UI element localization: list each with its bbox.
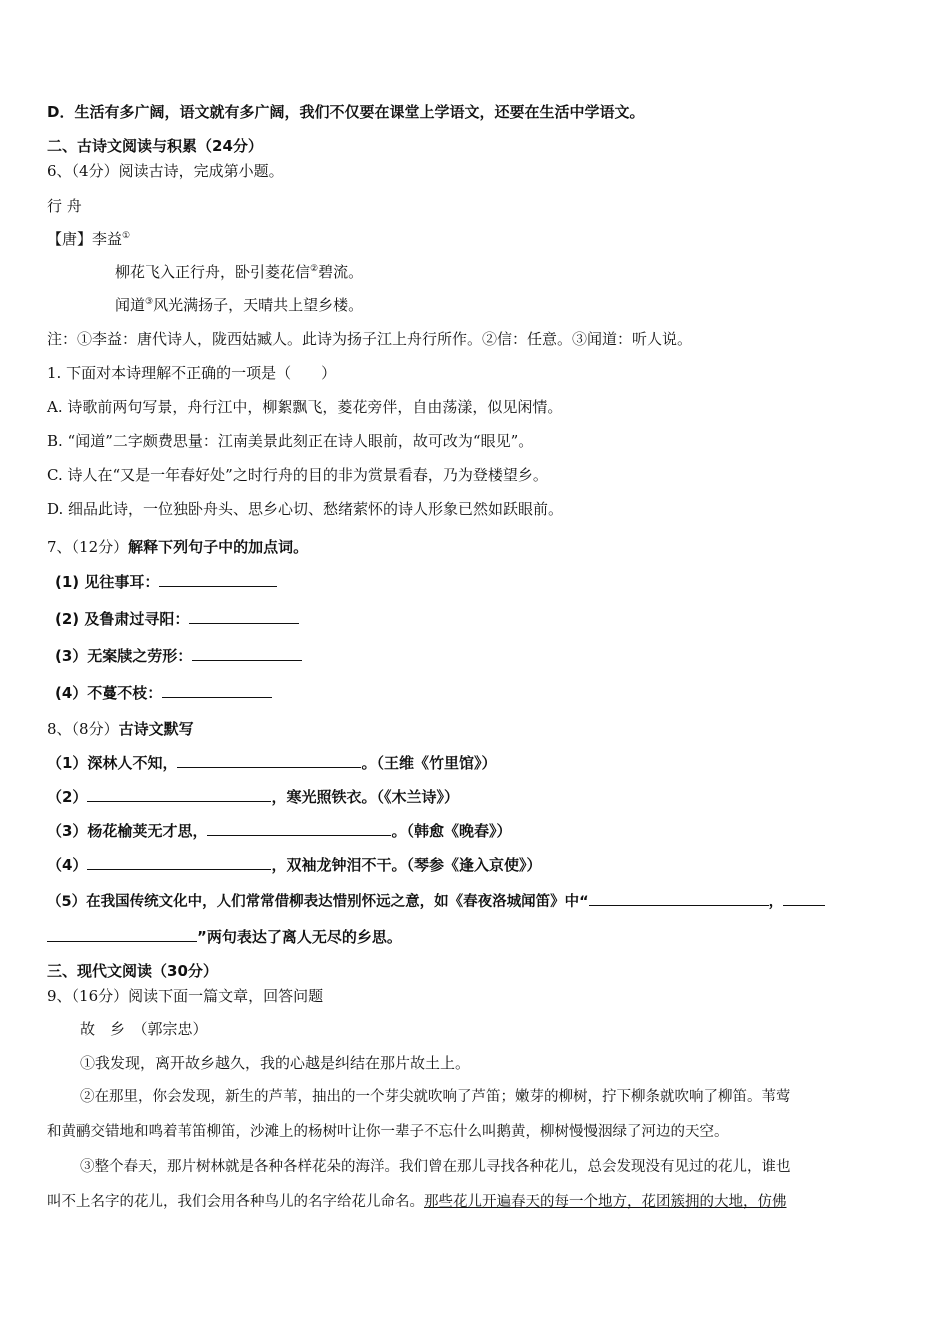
answer-blank[interactable]	[162, 683, 272, 698]
question-8-2-a: （2）	[47, 788, 88, 806]
answer-blank[interactable]	[87, 787, 271, 802]
section-3-title: 三、现代文阅读（30分）	[47, 962, 218, 980]
question-8-5-a: （5）在我国传统文化中，人们常常借柳表达惜别怀远之意，如《春夜洛城闻笛》中“	[47, 894, 589, 910]
question-8-4-a: （4）	[47, 856, 88, 874]
question-8-2	[47, 787, 459, 807]
answer-blank[interactable]	[207, 821, 391, 836]
question-7-score: 7、（12分）	[47, 538, 129, 556]
question-8-1-a: （1）深林人不知，	[47, 754, 178, 772]
question-8-score: 8、（8分）	[47, 720, 119, 738]
question-7-instruction: 解释下列句子中的加点词。	[128, 538, 309, 556]
poem-line-1-a: 柳花飞入正行舟，卧引菱花信	[115, 263, 311, 281]
poem-title: 行 舟	[47, 197, 82, 215]
poem-line-2-b: 风光满扬子，天晴共上望乡楼。	[153, 296, 364, 314]
question-8-5-line-1	[47, 891, 825, 912]
answer-blank[interactable]	[47, 927, 197, 942]
poem-line-2	[115, 295, 363, 315]
answer-blank[interactable]	[192, 646, 302, 661]
poem-line-1	[115, 262, 363, 282]
question-8-5-c: ”两句表达了离人无尽的乡思。	[197, 928, 402, 946]
poem-line-1-note: ②	[310, 264, 319, 274]
question-7-2	[55, 609, 299, 629]
article-paragraph-2-line-2: 和黄鹂交错地和鸣着苇笛柳笛，沙滩上的杨树叶让你一辈子不忘什么叫鹅黄，柳树慢慢洇绿了河边的天空。	[47, 1124, 729, 1140]
question-8-1	[47, 753, 496, 773]
answer-blank[interactable]	[87, 855, 271, 870]
answer-blank[interactable]	[189, 609, 299, 624]
question-8-4-b: ，双袖龙钟泪不干。（琴参《逢入京使》）	[271, 856, 542, 874]
option-c: C. 诗人在“又是一年春好处”之时行舟的目的非为赏景看春，乃为登楼望乡。	[47, 466, 548, 484]
question-8-4	[47, 855, 541, 875]
answer-blank[interactable]	[159, 572, 277, 587]
article-paragraph-3-plain: 叫不上名字的花儿，我们会用各种鸟儿的名字给花儿命名。	[47, 1194, 424, 1210]
question-7-4-text: (4）不蔓不枝：	[55, 684, 163, 702]
question-8-3-a: （3）杨花榆荚无才思，	[47, 822, 208, 840]
question-7-1	[55, 572, 277, 592]
question-6-head: 6、（4分）阅读古诗，完成第小题。	[47, 162, 284, 180]
option-d-line: D．生活有多广阔，语文就有多广阔，我们不仅要在课堂上学语文，还要在生活中学语文。	[47, 103, 645, 121]
question-8-instruction: 古诗文默写	[118, 720, 194, 738]
question-8-3	[47, 821, 511, 841]
question-8-2-b: ，寒光照铁衣。（《木兰诗》）	[271, 788, 459, 806]
question-8-5-line-2	[47, 927, 402, 947]
question-7-4	[55, 683, 272, 703]
question-8-5-comma: ，	[768, 894, 784, 910]
question-7-2-text: (2) 及鲁肃过寻阳：	[55, 610, 190, 628]
question-8-head	[47, 719, 194, 739]
option-d: D. 细品此诗，一位独卧舟头、思乡心切、愁绪萦怀的诗人形象已然如跃眼前。	[47, 500, 564, 518]
poem-line-2-a: 闻道	[115, 296, 146, 314]
question-7-head	[47, 537, 308, 557]
question-9-head: 9、（16分）阅读下面一篇文章，回答问题	[47, 987, 324, 1005]
question-7-3	[55, 646, 302, 666]
answer-blank[interactable]	[589, 891, 769, 906]
article-paragraph-3-line-2	[47, 1192, 787, 1212]
section-2-title: 二、古诗文阅读与积累（24分）	[47, 137, 263, 155]
option-a: A. 诗歌前两句写景，舟行江中，柳絮飘飞，菱花旁伴，自由荡漾，似见闲情。	[47, 398, 563, 416]
question-8-3-b: 。（韩愈《晚春》）	[391, 822, 512, 840]
question-7-3-text: (3）无案牍之劳形：	[55, 647, 193, 665]
article-paragraph-1: ①我发现，离开故乡越久，我的心越是纠结在那片故土上。	[80, 1054, 471, 1072]
poem-line-2-note: ③	[145, 297, 154, 307]
poem-author-text: 【唐】李益	[47, 230, 123, 248]
option-b: B. “闻道”二字颇费思量：江南美景此刻正在诗人眼前，故可改为“眼见”。	[47, 432, 534, 450]
article-title: 故 乡 （郭宗忠）	[80, 1020, 208, 1038]
article-paragraph-3-line-1: ③整个春天，那片树林就是各种各样花朵的海洋。我们曾在那儿寻找各种花儿，总会发现没有见过的花儿，谁也	[80, 1159, 791, 1175]
poem-annotation: 注：①李益：唐代诗人，陇西姑臧人。此诗为扬子江上舟行所作。②信：任意。③闻道：听人说。	[47, 330, 693, 348]
question-7-1-text: (1) 见往事耳：	[55, 573, 160, 591]
article-paragraph-2-line-1: ②在那里，你会发现，新生的芦苇，抽出的一个芽尖就吹响了芦笛；嫩芽的柳树，拧下柳条就吹响了柳笛。苇莺	[80, 1089, 791, 1105]
poem-line-1-b: 碧流。	[318, 263, 364, 281]
question-8-1-b: 。（王维《竹里馆》）	[361, 754, 497, 772]
answer-blank[interactable]	[783, 891, 825, 906]
answer-blank[interactable]	[177, 753, 361, 768]
poem-author	[47, 229, 130, 249]
article-paragraph-3-underlined: 那些花儿开遍春天的每一个地方，花团簇拥的大地，仿佛	[424, 1194, 787, 1210]
poem-author-note: ①	[122, 231, 131, 241]
question-6-1: 1. 下面对本诗理解不正确的一项是（ ）	[47, 364, 337, 382]
